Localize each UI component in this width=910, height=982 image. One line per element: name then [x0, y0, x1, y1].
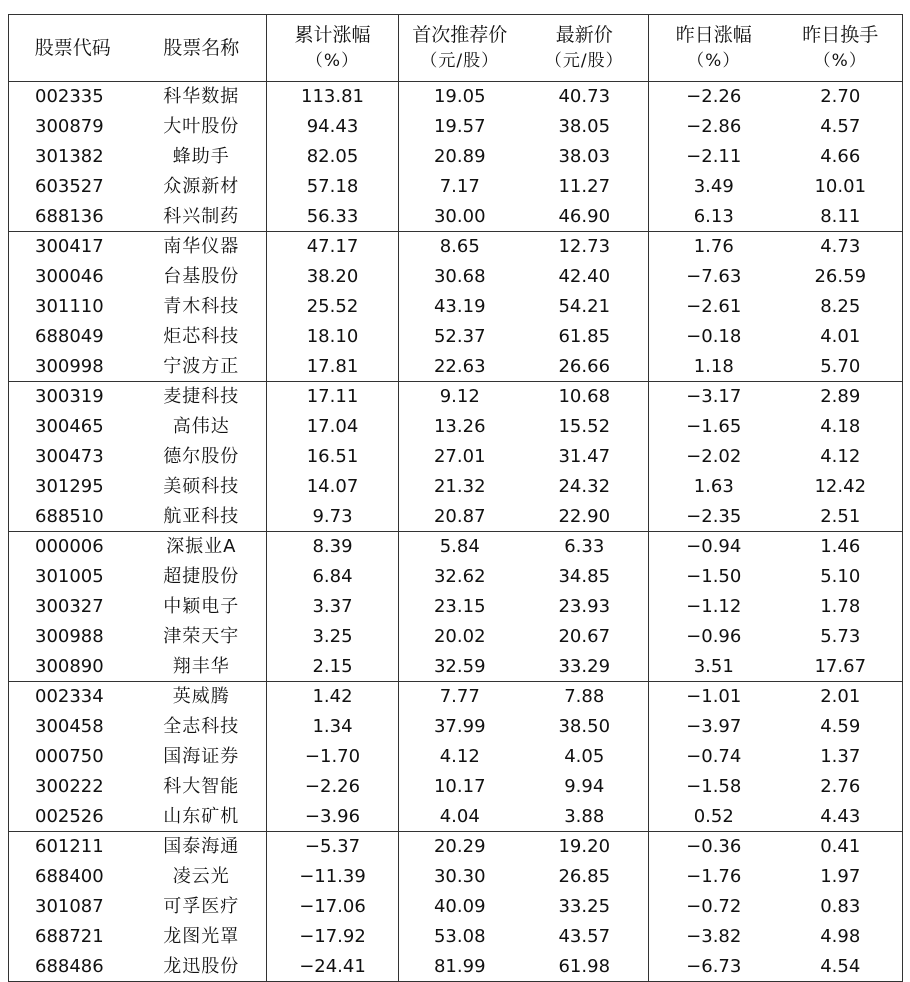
latest-price-cell: 34.85 — [558, 566, 611, 588]
table-header-row — [9, 15, 903, 82]
yesterday-change-cell: 3.49 — [649, 171, 779, 201]
stock-name-cell: 众源新材 — [163, 175, 240, 197]
first-price-cell: 32.59 — [399, 651, 521, 681]
latest-price-cell: 61.85 — [558, 325, 611, 347]
table-row — [9, 712, 903, 742]
latest-price-cell: 3.88 — [521, 801, 649, 831]
table-row — [9, 112, 903, 142]
yesterday-change-cell: −1.76 — [649, 862, 779, 892]
yesterday-turnover-cell: 8.25 — [820, 295, 861, 317]
table-row — [9, 681, 903, 711]
stock-name-cell: 蜂助手 — [172, 145, 230, 167]
yesterday-turnover-cell: 8.11 — [779, 201, 903, 231]
yesterday-change-cell: −0.96 — [649, 621, 779, 651]
table-row — [9, 171, 903, 201]
stock-code-cell: 688721 — [35, 925, 104, 947]
table-row — [9, 771, 903, 801]
latest-price-cell: 42.40 — [558, 266, 611, 288]
first-price-cell: 9.12 — [399, 381, 521, 411]
latest-price-cell: 6.33 — [564, 536, 605, 558]
cumulative-gain-cell: −17.06 — [267, 892, 399, 922]
stock-name-cell: 山东矿机 — [137, 801, 267, 831]
yesterday-change-cell: −2.26 — [649, 82, 779, 112]
latest-price-cell: 26.85 — [558, 866, 611, 888]
cumulative-gain-cell: 18.10 — [267, 321, 399, 351]
stock-code-cell: 688049 — [35, 325, 104, 347]
latest-price-cell: 61.98 — [558, 955, 611, 977]
yesterday-turnover-cell: 0.41 — [820, 836, 861, 858]
table-row — [9, 351, 903, 381]
cumulative-gain-cell: 47.17 — [267, 231, 399, 261]
latest-price-cell: 22.90 — [521, 501, 649, 531]
yesterday-turnover-cell: 1.37 — [820, 745, 861, 767]
first-price-cell: 23.15 — [399, 592, 521, 622]
yesterday-turnover-cell: 2.01 — [820, 686, 861, 708]
yesterday-turnover-cell: 5.73 — [820, 625, 861, 647]
stock-code-cell: 300417 — [35, 236, 104, 258]
latest-price-cell: 11.27 — [558, 175, 611, 197]
yesterday-turnover-cell: 5.70 — [779, 351, 903, 381]
yesterday-change-cell: −1.12 — [649, 592, 779, 622]
stock-name-cell: 国泰海通 — [163, 836, 240, 858]
yesterday-turnover-cell: 5.10 — [820, 566, 861, 588]
table-row — [9, 862, 903, 892]
yesterday-change-cell: −2.35 — [649, 501, 779, 531]
yesterday-change-cell: 3.51 — [649, 651, 779, 681]
yesterday-change-cell: −0.18 — [649, 321, 779, 351]
stock-name-cell: 科华数据 — [163, 86, 240, 108]
first-price-cell: 30.30 — [399, 862, 521, 892]
cumulative-gain-cell: −17.92 — [267, 921, 399, 951]
stock-code-cell: 000750 — [35, 745, 104, 767]
latest-price-cell: 9.94 — [564, 775, 605, 797]
yesterday-change-cell: −7.63 — [649, 262, 779, 292]
stock-code-cell: 688136 — [9, 201, 137, 231]
stock-name-cell: 科大智能 — [163, 775, 240, 797]
stock-name-cell: 可孚医疗 — [163, 895, 240, 917]
cumulative-gain-cell: 56.33 — [267, 201, 399, 231]
yesterday-change-cell: −1.58 — [649, 771, 779, 801]
yesterday-change-cell: 0.52 — [649, 801, 779, 831]
header-cumulative-gain: 累计涨幅 （%） — [267, 15, 399, 82]
first-price-cell: 7.17 — [399, 171, 521, 201]
stock-code-cell: 688486 — [35, 955, 104, 977]
table-row — [9, 201, 903, 231]
table-row — [9, 142, 903, 172]
stock-code-cell: 300319 — [35, 386, 104, 408]
yesterday-turnover-cell: 10.01 — [814, 175, 867, 197]
cumulative-gain-cell: 17.81 — [267, 351, 399, 381]
stock-name-cell: 龙图光罩 — [163, 925, 240, 947]
table-row — [9, 321, 903, 351]
stock-code-cell: 301110 — [35, 295, 104, 317]
stock-name-cell: 津荣天宇 — [163, 625, 240, 647]
first-price-cell: 5.84 — [399, 531, 521, 561]
yesterday-change-cell: −2.86 — [649, 112, 779, 142]
first-price-cell: 37.99 — [399, 712, 521, 742]
yesterday-turnover-cell: 4.18 — [820, 416, 861, 438]
stock-code-cell: 301382 — [35, 145, 104, 167]
stock-code-cell: 002334 — [35, 686, 104, 708]
cumulative-gain-cell: −2.26 — [267, 771, 399, 801]
cumulative-gain-cell: 9.73 — [267, 501, 399, 531]
yesterday-turnover-cell: 1.46 — [820, 536, 861, 558]
stock-code-cell: 300465 — [35, 416, 104, 438]
latest-price-cell: 33.29 — [521, 651, 649, 681]
first-price-cell: 22.63 — [399, 351, 521, 381]
table-row — [9, 921, 903, 951]
first-price-cell: 4.12 — [399, 742, 521, 772]
first-price-cell: 7.77 — [399, 681, 521, 711]
stock-name-cell: 麦捷科技 — [163, 386, 240, 408]
header-stock-code: 股票代码 — [9, 15, 137, 82]
yesterday-turnover-cell: 17.67 — [779, 651, 903, 681]
first-price-cell: 20.87 — [399, 501, 521, 531]
stock-code-cell: 601211 — [35, 836, 104, 858]
cumulative-gain-cell: −5.37 — [267, 831, 399, 861]
yesterday-turnover-cell: 2.89 — [820, 386, 861, 408]
stock-name-cell: 炬芯科技 — [163, 325, 240, 347]
first-price-cell: 10.17 — [399, 771, 521, 801]
table-row — [9, 562, 903, 592]
yesterday-turnover-cell: 4.12 — [820, 445, 861, 467]
stock-name-cell: 超捷股份 — [163, 566, 240, 588]
stock-code-cell: 002335 — [35, 86, 104, 108]
header-yesterday-change: 昨日涨幅 （%） — [649, 15, 779, 82]
stock-name-cell: 凌云光 — [172, 866, 230, 888]
stock-name-cell: 国海证券 — [163, 745, 240, 767]
first-price-cell: 52.37 — [399, 321, 521, 351]
table-row — [9, 801, 903, 831]
table-row — [9, 831, 903, 861]
cumulative-gain-cell: −1.70 — [267, 742, 399, 772]
latest-price-cell: 38.50 — [558, 716, 611, 738]
stock-code-cell: 300046 — [35, 266, 104, 288]
latest-price-cell: 23.93 — [558, 595, 611, 617]
cumulative-gain-cell: −24.41 — [267, 951, 399, 981]
stock-code-cell: 300879 — [35, 116, 104, 138]
stock-code-cell: 300890 — [9, 651, 137, 681]
table-row — [9, 951, 903, 981]
cumulative-gain-cell: 25.52 — [267, 292, 399, 322]
table-row — [9, 501, 903, 531]
first-price-cell: 43.19 — [399, 292, 521, 322]
table-row — [9, 651, 903, 681]
cumulative-gain-cell: 2.15 — [267, 651, 399, 681]
first-price-cell: 21.32 — [399, 471, 521, 501]
yesterday-change-cell: −0.74 — [649, 742, 779, 772]
yesterday-change-cell: −2.61 — [649, 292, 779, 322]
cumulative-gain-cell: 1.34 — [267, 712, 399, 742]
stock-code-cell: 688400 — [35, 866, 104, 888]
stock-code-cell: 002526 — [9, 801, 137, 831]
yesterday-turnover-cell: 4.01 — [820, 325, 861, 347]
yesterday-change-cell: −1.01 — [649, 681, 779, 711]
stock-code-cell: 300998 — [9, 351, 137, 381]
table-row — [9, 892, 903, 922]
yesterday-turnover-cell: 1.97 — [820, 866, 861, 888]
stock-code-cell: 300327 — [35, 595, 104, 617]
latest-price-cell: 38.05 — [558, 116, 611, 138]
header-first-recommend-price: 首次推荐价 （元/股） — [399, 15, 521, 82]
header-latest-price: 最新价 （元/股） — [521, 15, 649, 82]
table-row — [9, 471, 903, 501]
table-row — [9, 592, 903, 622]
latest-price-cell: 15.52 — [558, 416, 611, 438]
first-price-cell: 30.00 — [399, 201, 521, 231]
first-price-cell: 81.99 — [399, 951, 521, 981]
stock-name-cell: 德尔股份 — [163, 445, 240, 467]
stock-name-cell: 青木科技 — [163, 295, 240, 317]
cumulative-gain-cell: 82.05 — [267, 142, 399, 172]
header-yesterday-turnover: 昨日换手 （%） — [779, 15, 903, 82]
table-row — [9, 381, 903, 411]
stock-name-cell: 英威腾 — [172, 686, 230, 708]
yesterday-turnover-cell: 4.59 — [820, 716, 861, 738]
latest-price-cell: 7.88 — [564, 686, 605, 708]
yesterday-change-cell: −3.82 — [649, 921, 779, 951]
latest-price-cell: 12.73 — [558, 236, 611, 258]
stock-name-cell: 台基股份 — [163, 266, 240, 288]
stock-code-cell: 300988 — [35, 625, 104, 647]
yesterday-change-cell: −1.65 — [649, 412, 779, 442]
cumulative-gain-cell: 94.43 — [267, 112, 399, 142]
yesterday-turnover-cell: 4.66 — [820, 145, 861, 167]
cumulative-gain-cell: 113.81 — [267, 82, 399, 112]
latest-price-cell: 10.68 — [558, 386, 611, 408]
first-price-cell: 19.05 — [399, 82, 521, 112]
yesterday-turnover-cell: 4.98 — [820, 925, 861, 947]
first-price-cell: 20.02 — [399, 621, 521, 651]
cumulative-gain-cell: −11.39 — [267, 862, 399, 892]
stock-table-container — [8, 14, 902, 982]
table-row — [9, 412, 903, 442]
stock-name-cell: 南华仪器 — [163, 236, 240, 258]
yesterday-change-cell: 6.13 — [649, 201, 779, 231]
yesterday-change-cell: −0.72 — [649, 892, 779, 922]
stock-code-cell: 000006 — [35, 536, 104, 558]
header-stock-name: 股票名称 — [137, 15, 267, 82]
yesterday-change-cell: −3.17 — [649, 381, 779, 411]
yesterday-change-cell: −3.97 — [649, 712, 779, 742]
latest-price-cell: 33.25 — [558, 895, 611, 917]
first-price-cell: 27.01 — [399, 442, 521, 472]
first-price-cell: 19.57 — [399, 112, 521, 142]
stock-name-cell: 科兴制药 — [137, 201, 267, 231]
yesterday-turnover-cell: 2.51 — [779, 501, 903, 531]
stock-name-cell: 美硕科技 — [163, 475, 240, 497]
stock-code-cell: 300458 — [35, 716, 104, 738]
table-row — [9, 292, 903, 322]
latest-price-cell: 19.20 — [558, 836, 611, 858]
cumulative-gain-cell: 1.42 — [267, 681, 399, 711]
first-price-cell: 40.09 — [399, 892, 521, 922]
yesterday-turnover-cell: 2.70 — [820, 86, 861, 108]
first-price-cell: 13.26 — [399, 412, 521, 442]
cumulative-gain-cell: 17.11 — [267, 381, 399, 411]
latest-price-cell: 4.05 — [564, 745, 605, 767]
latest-price-cell: 54.21 — [558, 295, 611, 317]
latest-price-cell: 38.03 — [558, 145, 611, 167]
stock-code-cell: 688510 — [9, 501, 137, 531]
stock-name-cell: 航亚科技 — [137, 501, 267, 531]
stock-code-cell: 301295 — [35, 475, 104, 497]
latest-price-cell: 31.47 — [558, 445, 611, 467]
latest-price-cell: 26.66 — [521, 351, 649, 381]
cumulative-gain-cell: 8.39 — [267, 531, 399, 561]
yesterday-change-cell: −2.02 — [649, 442, 779, 472]
yesterday-turnover-cell: 4.43 — [779, 801, 903, 831]
cumulative-gain-cell: 57.18 — [267, 171, 399, 201]
cumulative-gain-cell: 3.25 — [267, 621, 399, 651]
table-row — [9, 442, 903, 472]
stock-code-cell: 300473 — [35, 445, 104, 467]
yesterday-change-cell: −0.94 — [649, 531, 779, 561]
first-price-cell: 32.62 — [399, 562, 521, 592]
stock-name-cell: 深振业A — [166, 536, 237, 558]
yesterday-turnover-cell: 4.73 — [820, 236, 861, 258]
stock-code-cell: 300222 — [35, 775, 104, 797]
latest-price-cell: 40.73 — [558, 86, 611, 108]
yesterday-turnover-cell: 4.57 — [820, 116, 861, 138]
first-price-cell: 20.89 — [399, 142, 521, 172]
yesterday-change-cell: −1.50 — [649, 562, 779, 592]
yesterday-turnover-cell: 0.83 — [820, 895, 861, 917]
yesterday-turnover-cell: 12.42 — [814, 475, 867, 497]
table-body — [9, 82, 903, 982]
stock-code-cell: 603527 — [35, 175, 104, 197]
stock-name-cell: 高伟达 — [172, 416, 230, 438]
first-price-cell: 4.04 — [399, 801, 521, 831]
first-price-cell: 8.65 — [399, 231, 521, 261]
cumulative-gain-cell: 6.84 — [267, 562, 399, 592]
stock-name-cell: 龙迅股份 — [163, 955, 240, 977]
stock-code-cell: 301005 — [35, 566, 104, 588]
stock-name-cell: 大叶股份 — [163, 116, 240, 138]
stock-recommendation-table — [8, 14, 903, 982]
table-row — [9, 82, 903, 112]
cumulative-gain-cell: 38.20 — [267, 262, 399, 292]
cumulative-gain-cell: 3.37 — [267, 592, 399, 622]
cumulative-gain-cell: 17.04 — [267, 412, 399, 442]
yesterday-turnover-cell: 4.54 — [820, 955, 861, 977]
first-price-cell: 20.29 — [399, 831, 521, 861]
yesterday-change-cell: −2.11 — [649, 142, 779, 172]
stock-name-cell: 宁波方正 — [137, 351, 267, 381]
stock-name-cell: 全志科技 — [163, 716, 240, 738]
first-price-cell: 30.68 — [399, 262, 521, 292]
stock-name-cell: 翔丰华 — [137, 651, 267, 681]
stock-code-cell: 301087 — [35, 895, 104, 917]
yesterday-turnover-cell: 2.76 — [820, 775, 861, 797]
yesterday-change-cell: 1.76 — [649, 231, 779, 261]
table-row — [9, 742, 903, 772]
cumulative-gain-cell: 14.07 — [267, 471, 399, 501]
cumulative-gain-cell: 16.51 — [267, 442, 399, 472]
stock-name-cell: 中颖电子 — [163, 595, 240, 617]
table-row — [9, 531, 903, 561]
yesterday-change-cell: 1.18 — [649, 351, 779, 381]
yesterday-turnover-cell: 1.78 — [820, 595, 861, 617]
table-row — [9, 262, 903, 292]
latest-price-cell: 43.57 — [558, 925, 611, 947]
yesterday-turnover-cell: 26.59 — [814, 266, 867, 288]
latest-price-cell: 24.32 — [558, 475, 611, 497]
cumulative-gain-cell: −3.96 — [267, 801, 399, 831]
yesterday-change-cell: 1.63 — [649, 471, 779, 501]
yesterday-change-cell: −0.36 — [649, 831, 779, 861]
yesterday-change-cell: −6.73 — [649, 951, 779, 981]
table-row — [9, 621, 903, 651]
latest-price-cell: 46.90 — [521, 201, 649, 231]
table-row — [9, 231, 903, 261]
latest-price-cell: 20.67 — [558, 625, 611, 647]
first-price-cell: 53.08 — [399, 921, 521, 951]
